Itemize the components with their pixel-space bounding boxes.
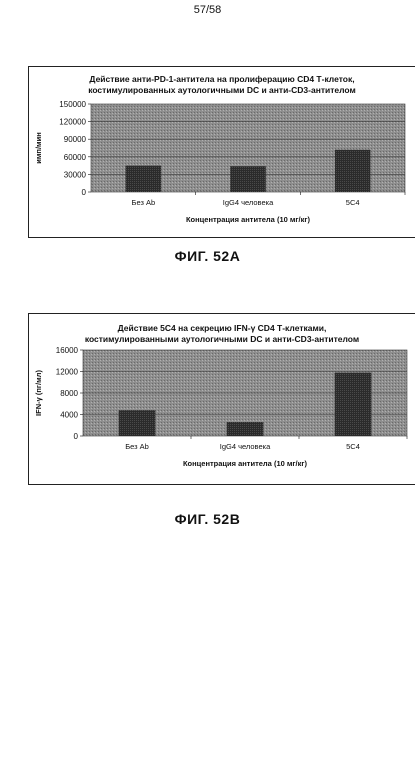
y-tick-label: 90000 <box>63 135 86 145</box>
y-tick-label: 30000 <box>63 170 86 180</box>
y-tick-label: 120000 <box>59 117 86 127</box>
figure-label-a: ФИГ. 52А <box>174 248 241 264</box>
bar <box>335 150 371 192</box>
figure-label-b: ФИГ. 52В <box>174 511 241 527</box>
y-tick-label: 4000 <box>60 410 78 420</box>
chart-a-svg <box>29 67 415 237</box>
x-category-label: IgG4 человека <box>222 198 274 207</box>
bar <box>126 166 162 192</box>
bar <box>119 410 156 436</box>
chart-b-subtitle: костимулированными аутологичными DC и анти-CD3-антителом <box>84 334 360 344</box>
x-category-label: 5C4 <box>345 198 360 207</box>
chart-b-frame <box>28 313 415 485</box>
y-tick-label: 0 <box>73 432 78 441</box>
y-tick-label: 8000 <box>60 389 78 398</box>
x-category-label: Без Ab <box>131 198 156 207</box>
y-axis-title: IFN-γ (пг/мл) <box>34 370 43 416</box>
y-axis-title: имп/мин <box>34 132 43 164</box>
y-tick-label: 60000 <box>63 152 86 162</box>
x-category-label: IgG4 человека <box>219 442 271 451</box>
x-axis-title: Концентрация антитела (10 мг/кг) <box>182 459 308 468</box>
bar <box>230 166 266 192</box>
chart-b-title: Действие 5C4 на секрецию IFN-γ CD4 Т-клетками, <box>117 323 327 333</box>
page-number: 57/58 <box>193 4 222 16</box>
chart-b-svg <box>29 314 415 484</box>
x-category-label: 5C4 <box>346 442 360 451</box>
chart-a-title: Действие анти-PD-1-антитела на пролиферацию CD4 Т-клеток, <box>89 74 355 84</box>
x-axis-title: Концентрация антитела (10 мг/кг) <box>185 215 311 224</box>
y-tick-label: 16000 <box>55 346 78 355</box>
bar <box>227 422 264 436</box>
chart-a-frame <box>28 66 415 238</box>
y-tick-label: 150000 <box>59 100 86 109</box>
x-category-label: Без Ab <box>125 442 149 451</box>
chart-a-subtitle: костимулированных аутологичными DC и анти-CD3-антителом <box>88 85 356 95</box>
y-tick-label: 12000 <box>55 367 78 377</box>
bar <box>335 373 372 436</box>
y-tick-label: 0 <box>81 188 86 197</box>
